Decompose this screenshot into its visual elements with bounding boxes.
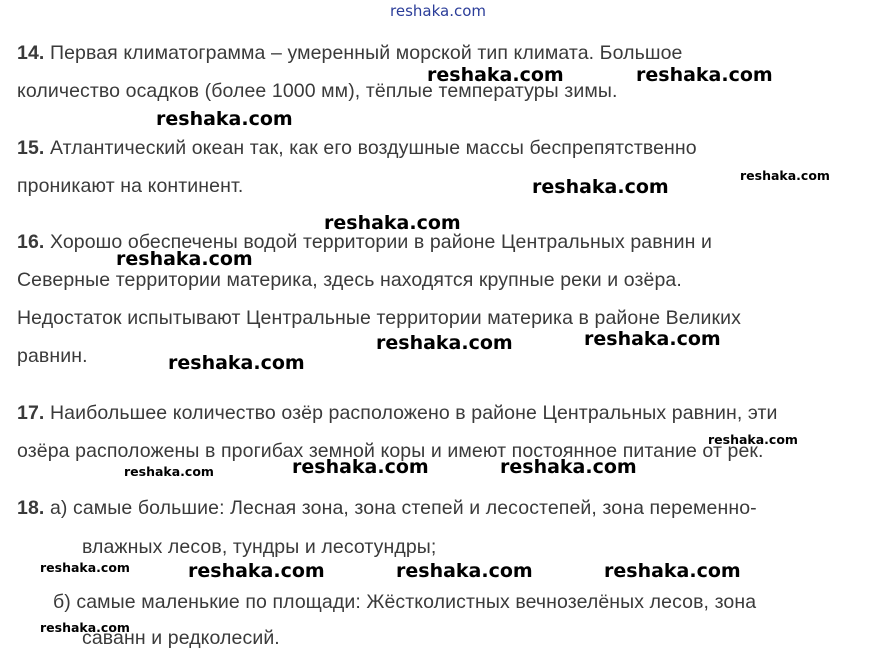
item-18-line-2: влажных лесов, тундры и лесотундры; [82, 536, 437, 558]
item-18-line-4: саванн и редколесий. [82, 627, 280, 649]
watermark: reshaka.com [584, 328, 721, 350]
item-15-number: 15. [17, 137, 45, 159]
item-16-line-4: равнин. [17, 345, 88, 367]
watermark: reshaka.com [396, 560, 533, 582]
item-16-number: 16. [17, 231, 45, 253]
watermark: reshaka.com [636, 64, 773, 86]
item-14-text: Первая климатограмма – умеренный морской тип климата. Большое [49, 42, 683, 64]
item-15-text: Атлантический океан так, как его воздушные массы беспрепятственно [49, 137, 697, 159]
item-18-line-1 [17, 497, 757, 520]
item-17-number: 17. [17, 402, 45, 424]
item-14-line-2: количество осадков (более 1000 мм), тёплые температуры зимы. [17, 80, 618, 102]
item-16-text: Хорошо обеспечены водой территории в районе Центральных равнин и [49, 231, 712, 253]
watermark: reshaka.com [500, 456, 637, 478]
item-15-line-2: проникают на континент. [17, 175, 244, 197]
watermark: reshaka.com [604, 560, 741, 582]
item-14-line-1 [17, 42, 682, 65]
watermark: reshaka.com [376, 332, 513, 354]
watermark: reshaka.com [708, 432, 798, 447]
watermark: reshaka.com [532, 176, 669, 198]
watermark: reshaka.com [427, 64, 564, 86]
item-17-line-1 [17, 402, 778, 425]
watermark: reshaka.com [188, 560, 325, 582]
watermark: reshaka.com [168, 352, 305, 374]
watermark: reshaka.com [116, 248, 253, 270]
watermark: reshaka.com [40, 560, 130, 575]
item-16-line-2: Северные территории материка, здесь находятся крупные реки и озёра. [17, 269, 682, 291]
watermark: reshaka.com [156, 108, 293, 130]
item-15-line-1 [17, 137, 697, 160]
item-17-text: Наибольшее количество озёр расположено в районе Центральных равнин, эти [49, 402, 778, 424]
watermark-top: reshaka.com [390, 2, 486, 20]
item-18-line-3: б) самые маленькие по площади: Жёстколистных вечнозелёных лесов, зона [53, 591, 757, 613]
item-18-number: 18. [17, 497, 45, 519]
item-16-line-3: Недостаток испытывают Центральные территории материка в районе Великих [17, 307, 742, 329]
item-17-line-2: озёра расположены в прогибах земной коры и имеют постоянное питание от рек. [17, 440, 764, 462]
watermark: reshaka.com [40, 620, 130, 635]
watermark: reshaka.com [124, 464, 214, 479]
watermark: reshaka.com [324, 212, 461, 234]
item-18-text: а) самые большие: Лесная зона, зона степей и лесостепей, зона переменно- [49, 497, 757, 519]
watermark: reshaka.com [740, 168, 830, 183]
item-14-number: 14. [17, 42, 45, 64]
watermark: reshaka.com [292, 456, 429, 478]
